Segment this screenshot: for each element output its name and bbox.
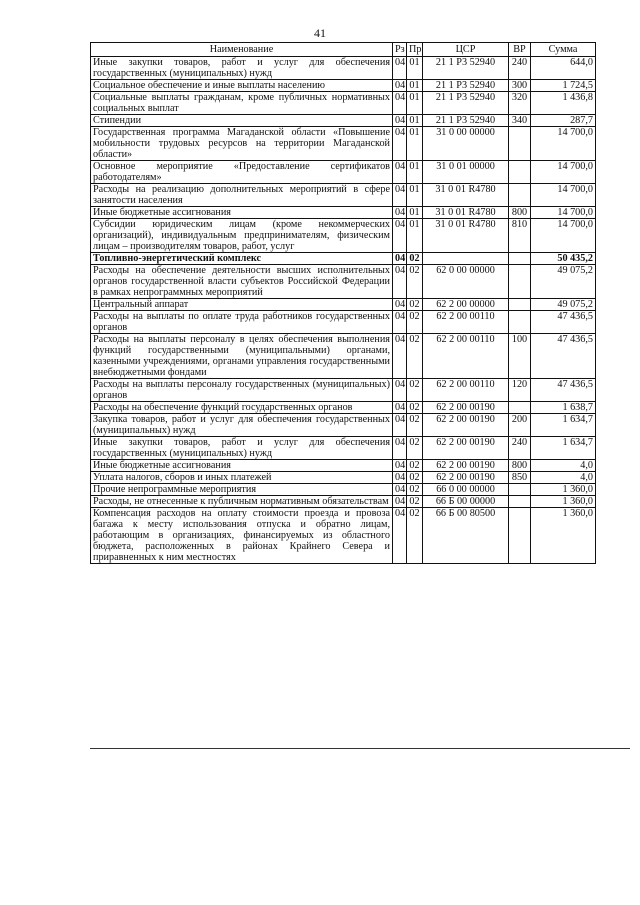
cell-sum: 1 360,0 <box>531 496 596 508</box>
table-row <box>91 184 596 207</box>
table-row <box>91 265 596 299</box>
cell-vr <box>509 311 531 334</box>
cell-pr: 02 <box>407 460 423 472</box>
cell-rz: 04 <box>393 207 407 219</box>
cell-rz: 04 <box>393 437 407 460</box>
cell-name: Основное мероприятие «Предоставление сертификатов работодателям» <box>91 161 393 184</box>
cell-vr <box>509 184 531 207</box>
cell-vr <box>509 299 531 311</box>
table-row <box>91 484 596 496</box>
cell-name: Иные бюджетные ассигнования <box>91 460 393 472</box>
table-body <box>91 57 596 564</box>
table-row <box>91 115 596 127</box>
cell-rz: 04 <box>393 80 407 92</box>
table-row <box>91 437 596 460</box>
table-row <box>91 460 596 472</box>
cell-vr <box>509 161 531 184</box>
cell-csr: 21 1 Р3 52940 <box>423 92 509 115</box>
cell-name: Центральный аппарат <box>91 299 393 311</box>
cell-sum: 14 700,0 <box>531 127 596 161</box>
cell-pr: 01 <box>407 92 423 115</box>
header-csr: ЦСР <box>423 43 509 57</box>
cell-sum: 50 435,2 <box>531 253 596 265</box>
table-row <box>91 334 596 379</box>
cell-rz: 04 <box>393 299 407 311</box>
table-row <box>91 496 596 508</box>
cell-sum: 14 700,0 <box>531 161 596 184</box>
cell-rz: 04 <box>393 265 407 299</box>
table-row <box>91 379 596 402</box>
cell-csr: 21 1 Р3 52940 <box>423 57 509 80</box>
cell-sum: 47 436,5 <box>531 311 596 334</box>
cell-rz: 04 <box>393 508 407 564</box>
cell-name: Уплата налогов, сборов и иных платежей <box>91 472 393 484</box>
cell-csr: 66 0 00 00000 <box>423 484 509 496</box>
cell-rz: 04 <box>393 460 407 472</box>
cell-name: Расходы на выплаты по оплате труда работников государственных органов <box>91 311 393 334</box>
cell-sum: 49 075,2 <box>531 299 596 311</box>
table-row <box>91 299 596 311</box>
cell-vr: 810 <box>509 219 531 253</box>
cell-rz: 04 <box>393 127 407 161</box>
cell-sum: 14 700,0 <box>531 184 596 207</box>
cell-pr: 02 <box>407 253 423 265</box>
cell-vr <box>509 508 531 564</box>
cell-vr: 800 <box>509 460 531 472</box>
table-row <box>91 402 596 414</box>
cell-name: Топливно-энергетический комплекс <box>91 253 393 265</box>
cell-sum: 47 436,5 <box>531 334 596 379</box>
cell-pr: 01 <box>407 219 423 253</box>
header-vr: ВР <box>509 43 531 57</box>
table-row <box>91 57 596 80</box>
cell-vr <box>509 265 531 299</box>
cell-sum: 1 638,7 <box>531 402 596 414</box>
cell-pr: 01 <box>407 161 423 184</box>
cell-pr: 02 <box>407 311 423 334</box>
cell-vr: 120 <box>509 379 531 402</box>
cell-pr: 01 <box>407 127 423 161</box>
cell-sum: 47 436,5 <box>531 379 596 402</box>
cell-rz: 04 <box>393 379 407 402</box>
cell-rz: 04 <box>393 484 407 496</box>
cell-csr: 62 2 00 00110 <box>423 334 509 379</box>
cell-pr: 02 <box>407 402 423 414</box>
page-number: 41 <box>314 26 326 40</box>
cell-pr: 01 <box>407 115 423 127</box>
cell-csr: 31 0 01 R4780 <box>423 219 509 253</box>
cell-rz: 04 <box>393 472 407 484</box>
table-row <box>91 472 596 484</box>
cell-sum: 1 360,0 <box>531 484 596 496</box>
cell-name: Субсидии юридическим лицам (кроме некоммерческих организаций), индивидуальным предпринимателям, физическим лицам – производителям товаров, работ, услуг <box>91 219 393 253</box>
cell-csr: 62 2 00 00190 <box>423 437 509 460</box>
cell-csr: 62 2 00 00110 <box>423 379 509 402</box>
cell-csr: 62 2 00 00000 <box>423 299 509 311</box>
table-row <box>91 92 596 115</box>
cell-vr: 300 <box>509 80 531 92</box>
budget-table <box>90 42 596 564</box>
cell-rz: 04 <box>393 219 407 253</box>
cell-vr: 320 <box>509 92 531 115</box>
table-row <box>91 414 596 437</box>
cell-csr: 31 0 01 R4780 <box>423 184 509 207</box>
cell-vr <box>509 484 531 496</box>
cell-name: Государственная программа Магаданской области «Повышение мобильности трудовых ресурсов на территории Магаданской области» <box>91 127 393 161</box>
cell-sum: 14 700,0 <box>531 207 596 219</box>
cell-pr: 01 <box>407 184 423 207</box>
cell-rz: 04 <box>393 496 407 508</box>
cell-sum: 1 634,7 <box>531 437 596 460</box>
cell-pr: 01 <box>407 57 423 80</box>
header-pr: Пр <box>407 43 423 57</box>
table-row <box>91 127 596 161</box>
cell-name: Расходы на обеспечение деятельности высших исполнительных органов государственной власти субъектов Российской Федерации в рамках непрограммных мероприятий <box>91 265 393 299</box>
cell-rz: 04 <box>393 253 407 265</box>
cell-pr: 02 <box>407 472 423 484</box>
header-name: Наименование <box>91 43 393 57</box>
header-rz: Рз <box>393 43 407 57</box>
cell-pr: 02 <box>407 334 423 379</box>
cell-name: Иные закупки товаров, работ и услуг для обеспечения государственных (муниципальных) нужд <box>91 57 393 80</box>
table-header-row <box>91 43 596 57</box>
cell-csr: 21 1 Р3 52940 <box>423 115 509 127</box>
cell-name: Социальные выплаты гражданам, кроме публичных нормативных социальных выплат <box>91 92 393 115</box>
table-row <box>91 219 596 253</box>
cell-vr <box>509 253 531 265</box>
cell-csr: 31 0 01 00000 <box>423 161 509 184</box>
cell-rz: 04 <box>393 414 407 437</box>
cell-vr: 100 <box>509 334 531 379</box>
cell-pr: 02 <box>407 265 423 299</box>
cell-rz: 04 <box>393 402 407 414</box>
cell-pr: 02 <box>407 414 423 437</box>
cell-sum: 1 360,0 <box>531 508 596 564</box>
cell-sum: 49 075,2 <box>531 265 596 299</box>
cell-sum: 14 700,0 <box>531 219 596 253</box>
cell-csr: 62 0 00 00000 <box>423 265 509 299</box>
cell-pr: 02 <box>407 484 423 496</box>
cell-rz: 04 <box>393 334 407 379</box>
cell-vr: 200 <box>509 414 531 437</box>
cell-csr: 62 2 00 00190 <box>423 460 509 472</box>
cell-rz: 04 <box>393 184 407 207</box>
cell-name: Закупка товаров, работ и услуг для обеспечения государственных (муниципальных) нужд <box>91 414 393 437</box>
header-sum: Сумма <box>531 43 596 57</box>
cell-pr: 02 <box>407 508 423 564</box>
table-row <box>91 80 596 92</box>
cell-sum: 4,0 <box>531 460 596 472</box>
cell-pr: 02 <box>407 379 423 402</box>
cell-csr: 62 2 00 00190 <box>423 472 509 484</box>
cell-pr: 02 <box>407 496 423 508</box>
cell-name: Расходы на выплаты персоналу в целях обеспечения выполнения функций государственными (муниципальными) органами, казенными учреждениями, органами управления государственными внебюджетными фондами <box>91 334 393 379</box>
cell-pr: 01 <box>407 207 423 219</box>
cell-vr <box>509 127 531 161</box>
cell-csr: 66 Б 00 80500 <box>423 508 509 564</box>
table-row <box>91 311 596 334</box>
cell-vr: 340 <box>509 115 531 127</box>
cell-name: Социальное обеспечение и иные выплаты населению <box>91 80 393 92</box>
page-divider <box>90 748 630 749</box>
cell-vr <box>509 402 531 414</box>
cell-csr: 66 Б 00 00000 <box>423 496 509 508</box>
cell-csr: 31 0 00 00000 <box>423 127 509 161</box>
cell-rz: 04 <box>393 115 407 127</box>
cell-pr: 02 <box>407 437 423 460</box>
cell-csr: 21 1 Р3 52940 <box>423 80 509 92</box>
cell-vr: 240 <box>509 57 531 80</box>
cell-csr: 62 2 00 00190 <box>423 402 509 414</box>
cell-sum: 644,0 <box>531 57 596 80</box>
table-row <box>91 253 596 265</box>
cell-sum: 1 724,5 <box>531 80 596 92</box>
cell-name: Компенсация расходов на оплату стоимости проезда и провоза багажа к месту использования отпуска и обратно лицам, работающим в организациях, финансируемых из областного бюджета, расположенных в районах Крайнего Севера и приравненных к ним местностях <box>91 508 393 564</box>
cell-csr: 62 2 00 00110 <box>423 311 509 334</box>
cell-rz: 04 <box>393 311 407 334</box>
cell-csr <box>423 253 509 265</box>
cell-vr: 850 <box>509 472 531 484</box>
cell-sum: 1 436,8 <box>531 92 596 115</box>
cell-rz: 04 <box>393 92 407 115</box>
cell-vr <box>509 496 531 508</box>
cell-pr: 02 <box>407 299 423 311</box>
cell-name: Иные закупки товаров, работ и услуг для обеспечения государственных (муниципальных) нужд <box>91 437 393 460</box>
cell-csr: 62 2 00 00190 <box>423 414 509 437</box>
table-row <box>91 161 596 184</box>
cell-sum: 1 634,7 <box>531 414 596 437</box>
cell-vr: 240 <box>509 437 531 460</box>
cell-name: Расходы на обеспечение функций государственных органов <box>91 402 393 414</box>
cell-vr: 800 <box>509 207 531 219</box>
cell-name: Расходы на выплаты персоналу государственных (муниципальных) органов <box>91 379 393 402</box>
cell-sum: 4,0 <box>531 472 596 484</box>
cell-pr: 01 <box>407 80 423 92</box>
table-row <box>91 207 596 219</box>
cell-name: Расходы, не отнесенные к публичным нормативным обязательствам <box>91 496 393 508</box>
table-row <box>91 508 596 564</box>
cell-sum: 287,7 <box>531 115 596 127</box>
cell-name: Прочие непрограммные мероприятия <box>91 484 393 496</box>
cell-rz: 04 <box>393 57 407 80</box>
cell-name: Стипендии <box>91 115 393 127</box>
cell-csr: 31 0 01 R4780 <box>423 207 509 219</box>
cell-rz: 04 <box>393 161 407 184</box>
cell-name: Расходы на реализацию дополнительных мероприятий в сфере занятости населения <box>91 184 393 207</box>
cell-name: Иные бюджетные ассигнования <box>91 207 393 219</box>
